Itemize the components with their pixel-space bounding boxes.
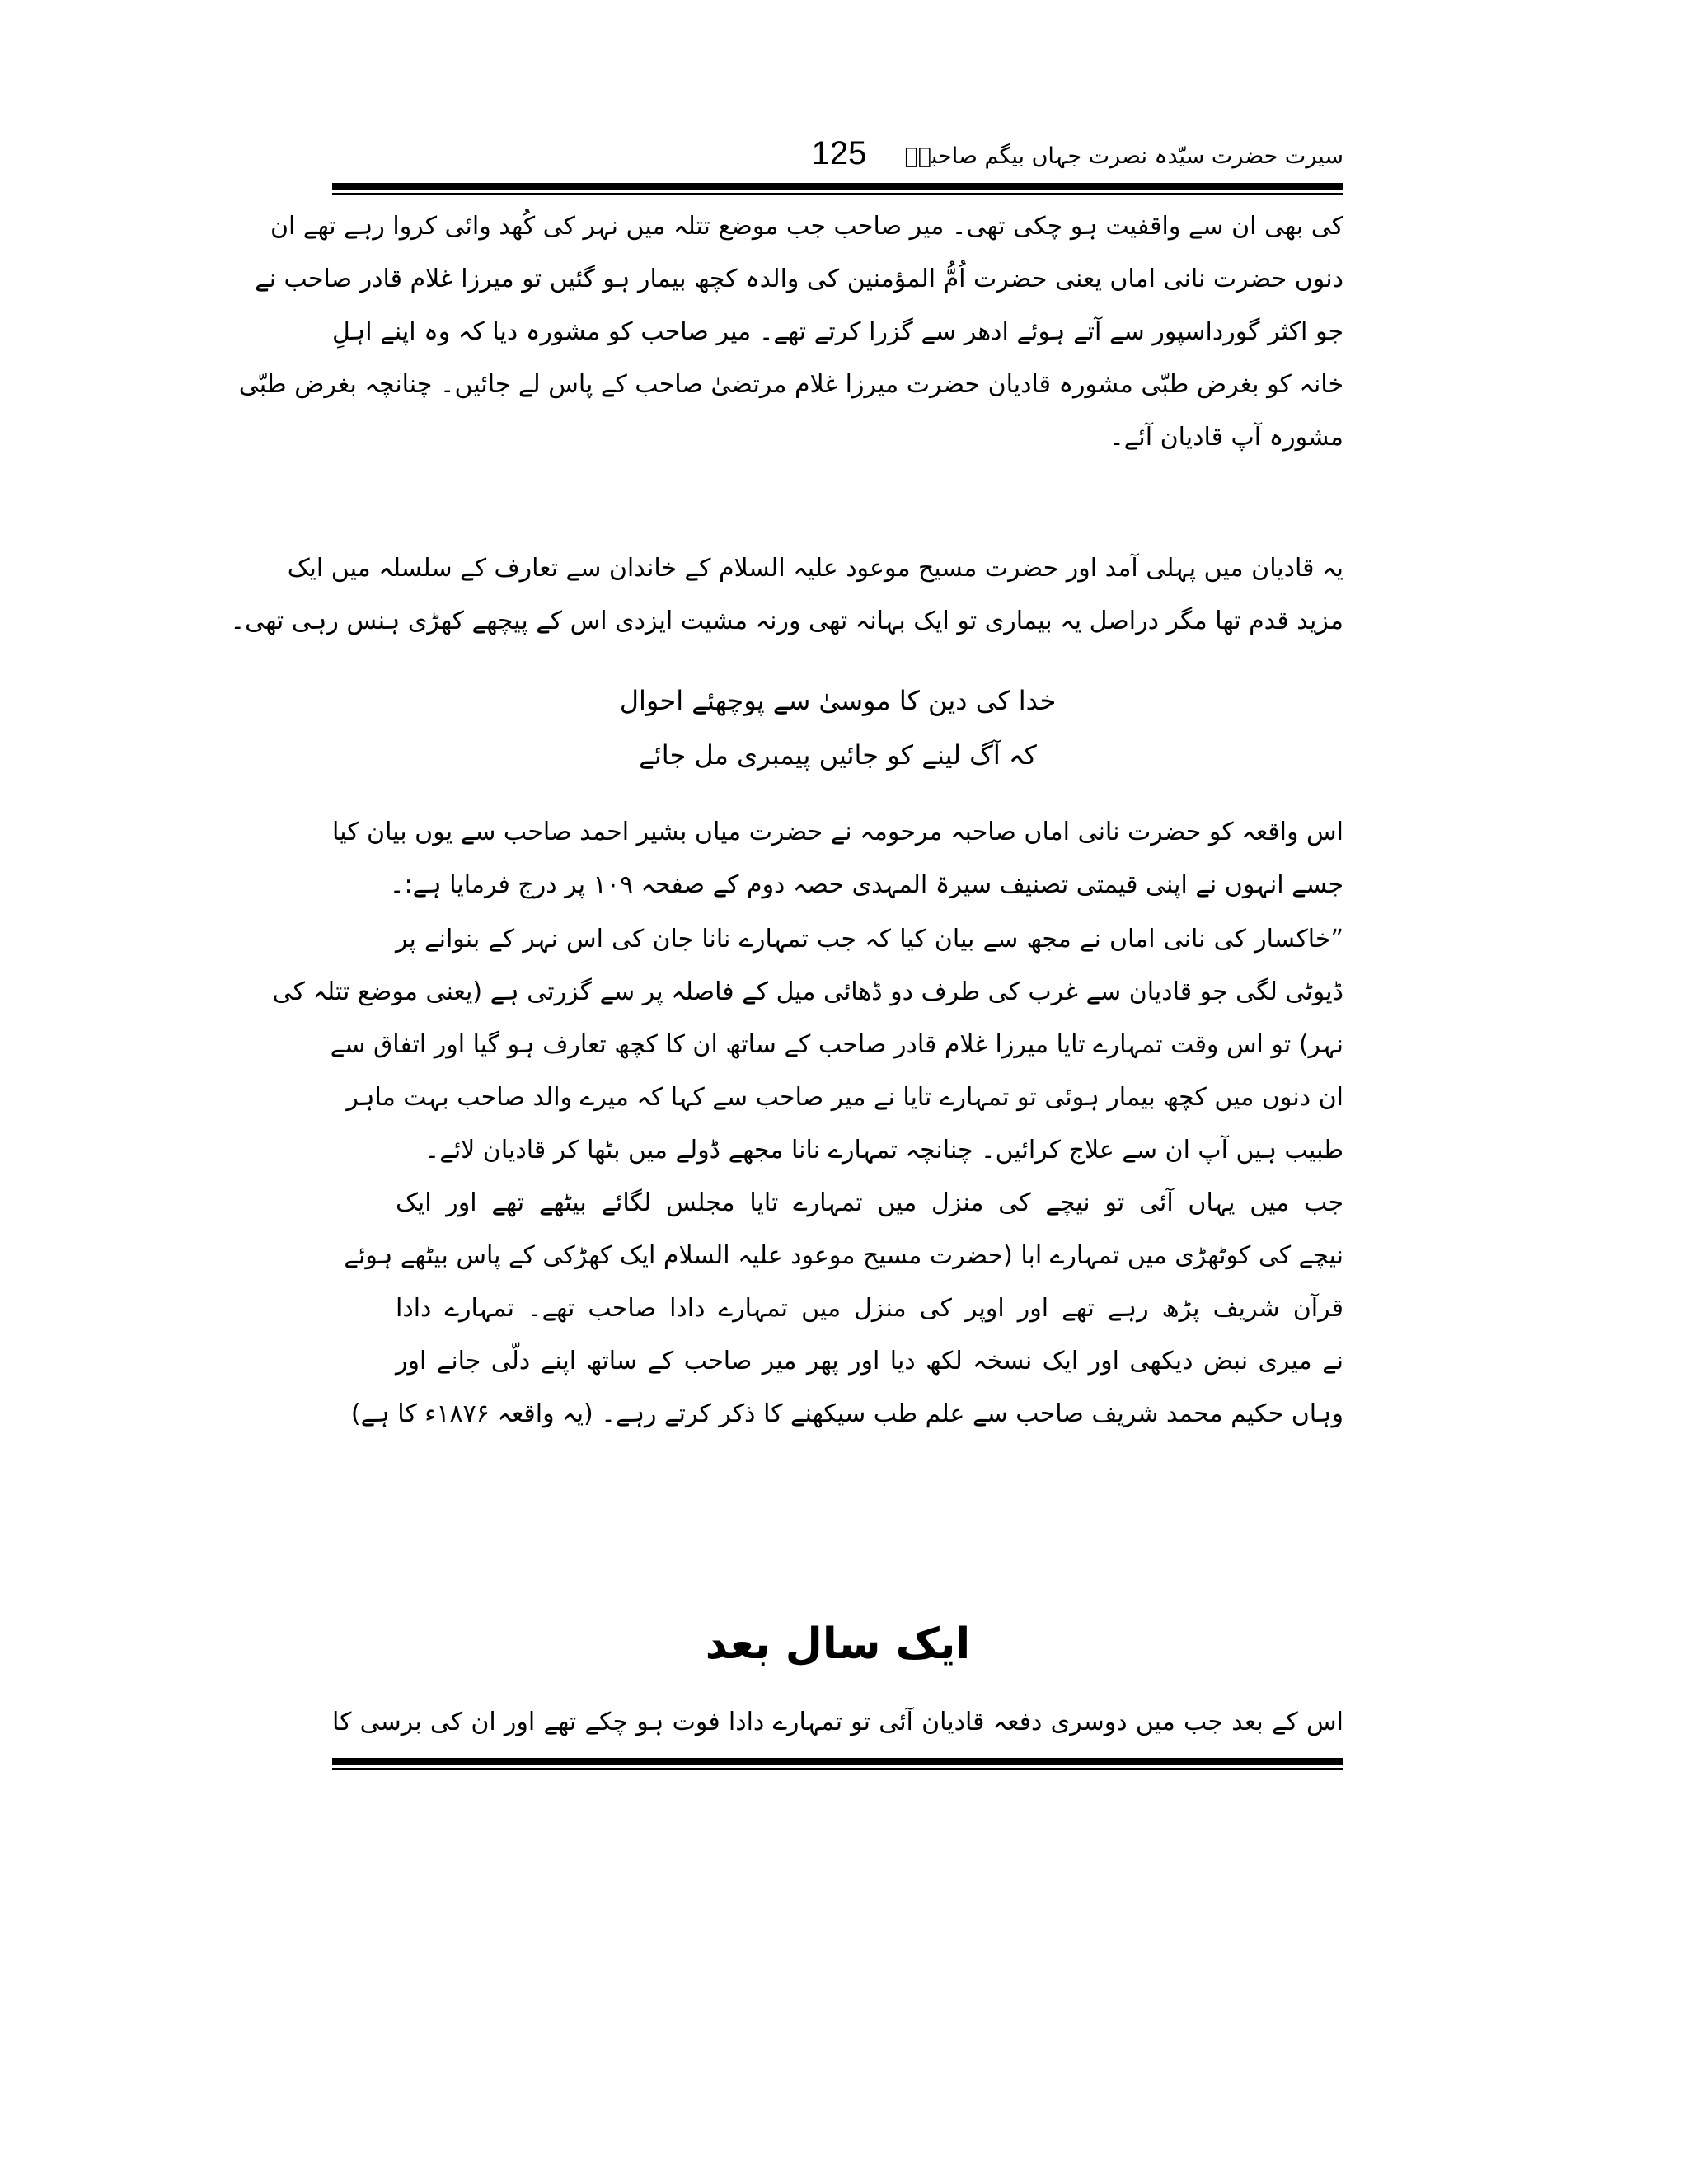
running-title: سیرت حضرت سیّدہ نصرت جہاں بیگم صاحبہؓ [904,143,1343,169]
text-line: طبیب ہیں آپ ان سے علاج کرائیں۔ چنانچہ تمہارے نانا مجھے ڈولے میں بٹھا کر قادیان لائے۔ [424,1136,1343,1165]
section-heading: ایک سال بعد [705,1619,971,1669]
text-line: جو اکثر گورداسپور سے آتے ہوئے ادھر سے گزرا کرتے تھے۔ میر صاحب کو مشورہ دیا کہ وہ اپنے اہلِ [332,317,1343,346]
footer-rule-thick [332,1758,1343,1765]
text-line: نے میری نبض دیکھی اور ایک نسخہ لکھ دیا اور پھر میر صاحب کے ساتھ اپنے دلّی جانے اور [396,1347,1343,1376]
text-line: ان دنوں میں کچھ بیمار ہوئی تو تمہارے تایا نے میر صاحب سے کہا کہ میرے والد صاحب بہت ماہر [346,1083,1343,1112]
text-line: ڈیوٹی لگی جو قادیان سے غرب کی طرف دو ڈھائی میل کے فاصلہ پر سے گزرتی ہے (یعنی موضع تتلہ کی [272,977,1343,1006]
header-rule-thin [332,193,1343,195]
text-line: مزید قدم تھا مگر دراصل یہ بیماری تو ایک بہانہ تھی ورنہ مشیت ایزدی اس کے پیچھے کھڑی ہنس رہی تھی۔ [230,607,1343,635]
verse-line: خدا کی دین کا موسیٰ سے پوچھئے احوال [619,685,1057,716]
page-header [332,132,1343,178]
text-line: جسے انہوں نے اپنی قیمتی تصنیف سیرۃ المہدی حصہ دوم کے صفحہ ۱۰۹ پر درج فرمایا ہے:۔ [389,870,1343,899]
text-line: وہاں حکیم محمد شریف صاحب سے علم طب سیکھنے کا ذکر کرتے رہے۔ (یہ واقعہ ۱۸۷۶ء کا ہے) [350,1399,1343,1428]
text-line: نیچے کی کوٹھڑی میں تمہارے ابا (حضرت مسیح موعود علیہ السلام ایک کھڑکی کے پاس بیٹھے ہوئے [344,1241,1343,1270]
footer-rule-thin [332,1768,1343,1770]
text-line: ”خاکسار کی نانی اماں نے مجھ سے بیان کیا کہ جب تمہارے نانا جان کی اس نہر کے بنوانے پر [396,925,1343,954]
text-line: کی بھی ان سے واقفیت ہو چکی تھی۔ میر صاحب جب موضع تتلہ میں نہر کی کُھد وائی کروا رہے تھے ان [270,212,1343,241]
text-line: دنوں حضرت نانی اماں یعنی حضرت اُمُّ المؤمنین کی والدہ کچھ بیمار ہو گئیں تو میرزا غلام قادر صاحب نے [255,265,1343,293]
text-line: اس کے بعد جب میں دوسری دفعہ قادیان آئی تو تمہارے دادا فوت ہو چکے تھے اور ان کی برسی کا [332,1708,1343,1736]
verse-line: کہ آگ لینے کو جائیں پیمبری مل جائے [639,739,1037,771]
text-line: جب میں یہاں آئی تو نیچے کی منزل میں تمہارے تایا مجلس لگائے بیٹھے تھے اور ایک [396,1188,1343,1217]
text-line: یہ قادیان میں پہلی آمد اور حضرت مسیح موعود علیہ السلام کے خاندان سے تعارف کے سلسلہ میں ایک [287,554,1343,583]
header-rule-thick [332,183,1343,190]
text-line: قرآن شریف پڑھ رہے تھے اور اوپر کی منزل میں تمہارے دادا صاحب تھے۔ تمہارے دادا [396,1294,1343,1323]
text-line: اس واقعہ کو حضرت نانی اماں صاحبہ مرحومہ نے حضرت میاں بشیر احمد صاحب سے یوں بیان کیا [332,818,1343,846]
text-line: مشورہ آپ قادیان آئے۔ [1109,423,1343,452]
text-line: خانہ کو بغرض طبّی مشورہ قادیان حضرت میرزا غلام مرتضیٰ صاحب کے پاس لے جائیں۔ چنانچہ بغرض طبّی [238,370,1343,399]
page-number: 125 [811,135,867,171]
text-line: نہر) تو اس وقت تمہارے تایا میرزا غلام قادر صاحب کے ساتھ ان کا کچھ تعارف ہو گیا اور اتفاق سے [330,1030,1343,1059]
